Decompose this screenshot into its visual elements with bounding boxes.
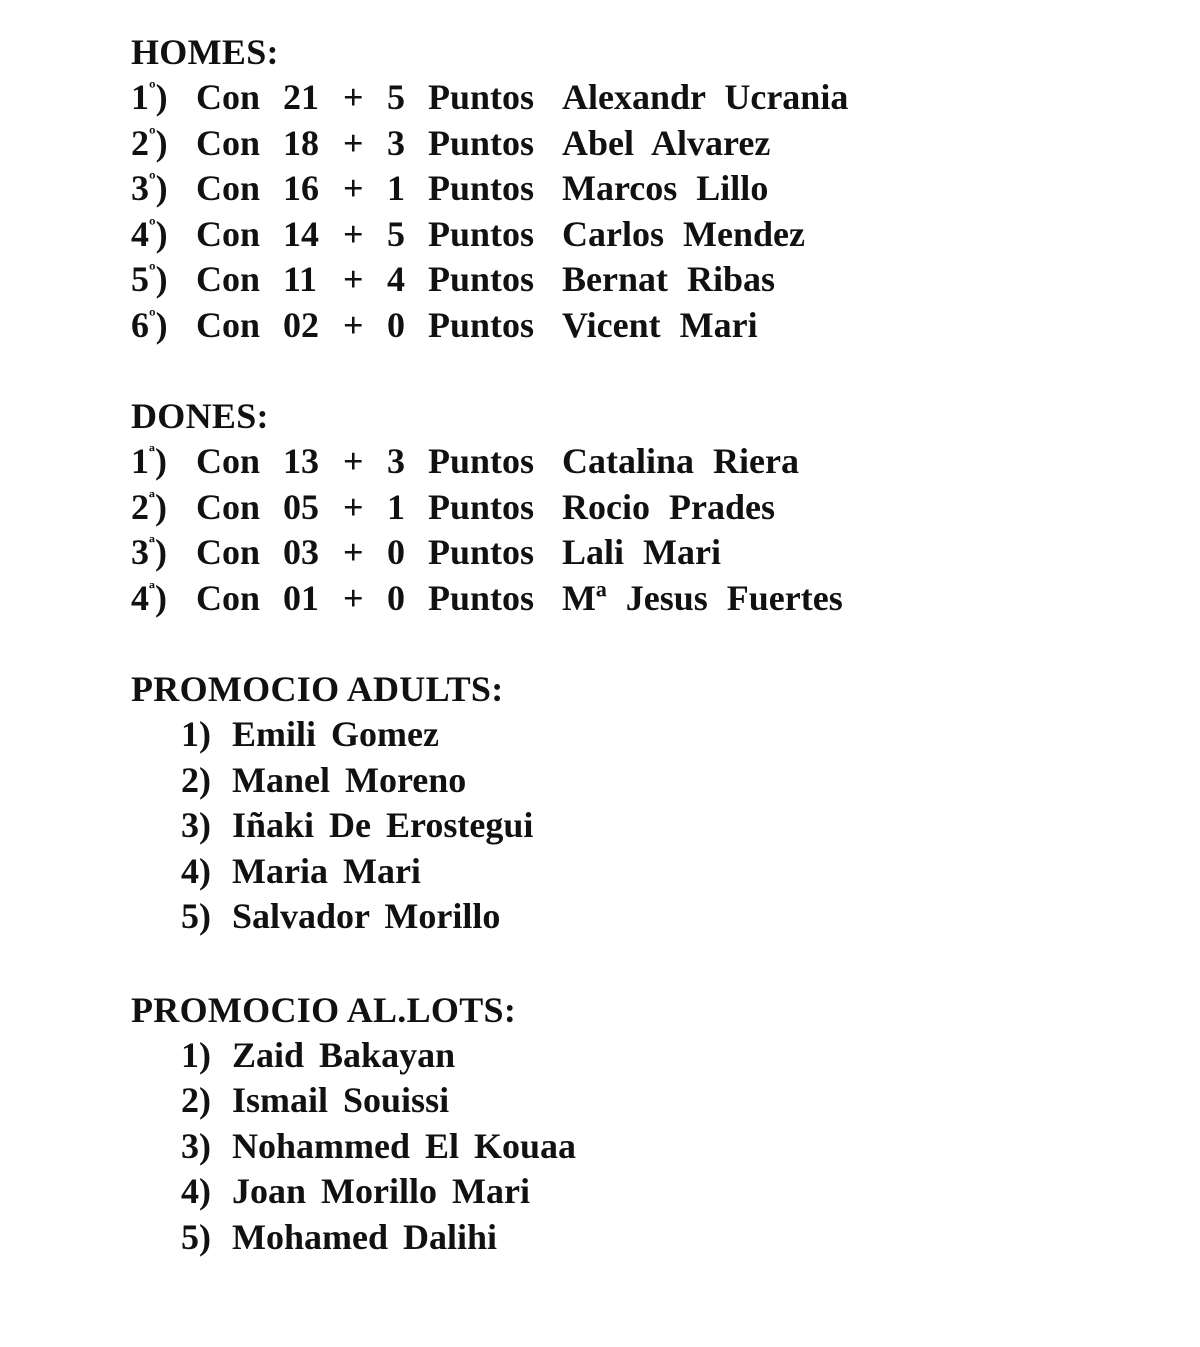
- item-number: 2): [181, 759, 211, 800]
- puntos-label: Puntos: [428, 213, 535, 254]
- results-document: [131, 30, 849, 1260]
- player-name: Salvador Morillo: [232, 896, 501, 936]
- rank-position: $4^º$): [131, 213, 168, 254]
- list-item: [131, 849, 516, 895]
- player-name: Alexandr Ucrania: [562, 77, 849, 117]
- rank-position: $4^ª$): [131, 577, 167, 618]
- player-name: Vicent Mari: [562, 304, 758, 345]
- bonus-value: 0: [387, 577, 405, 618]
- ranking-row: [131, 303, 758, 349]
- list-item: [131, 758, 516, 804]
- ranking-row: [131, 257, 776, 303]
- points-value: 16: [283, 168, 319, 208]
- rank-position: $3^ª$): [131, 532, 167, 572]
- bonus-value: 0: [387, 532, 405, 572]
- item-number: 3): [181, 1125, 211, 1166]
- points-value: 21: [283, 77, 319, 117]
- con-label: Con: [196, 122, 261, 163]
- points-value: 18: [283, 122, 319, 163]
- player-name: Nohammed El Kouaa: [232, 1125, 577, 1166]
- bonus-value: 3: [387, 122, 405, 163]
- ranking-row: [131, 439, 799, 485]
- bonus-value: 5: [387, 77, 405, 117]
- points-value: 13: [283, 441, 319, 481]
- section-title-dones: DONES:: [131, 396, 269, 436]
- player-name: Iñaki De Erostegui: [232, 805, 534, 845]
- player-name: Bernat Ribas: [562, 259, 776, 299]
- list-item: [131, 1169, 530, 1215]
- player-name: Maria Mari: [232, 850, 421, 891]
- puntos-label: Puntos: [428, 441, 535, 481]
- con-label: Con: [196, 577, 261, 618]
- rank-position: $6^º$): [131, 304, 168, 345]
- rank-position: $1^º$): [131, 77, 168, 117]
- points-value: 11: [283, 259, 318, 299]
- con-label: Con: [196, 259, 261, 299]
- list-item: [131, 1033, 516, 1079]
- con-label: Con: [196, 441, 261, 481]
- plus-sign: +: [343, 259, 364, 299]
- plus-sign: +: [343, 122, 364, 163]
- puntos-label: Puntos: [428, 77, 535, 117]
- puntos-label: Puntos: [428, 122, 535, 163]
- spacer: [131, 348, 516, 394]
- item-number: 2): [181, 1080, 211, 1120]
- player-name: Joan Morillo Mari: [232, 1171, 530, 1211]
- plus-sign: +: [343, 532, 364, 572]
- promocio-adults-list: [131, 712, 534, 940]
- puntos-label: Puntos: [428, 532, 535, 572]
- points-value: 01: [283, 577, 319, 618]
- ranking-row: [131, 530, 721, 576]
- points-value: 14: [283, 213, 319, 254]
- section-title-homes: HOMES:: [131, 32, 279, 72]
- item-number: 4): [181, 850, 211, 891]
- plus-sign: +: [343, 77, 364, 117]
- points-value: 05: [283, 486, 319, 527]
- section-title-promocio-allots: PROMOCIO AL.LOTS:: [131, 989, 517, 1030]
- bonus-value: 1: [387, 168, 405, 208]
- player-name: Mohamed Dalihi: [232, 1216, 498, 1257]
- player-name: Catalina Riera: [562, 441, 799, 481]
- player-name: Marcos Lillo: [562, 168, 769, 208]
- player-name: Emili Gomez: [232, 714, 439, 754]
- bonus-value: 3: [387, 441, 405, 481]
- item-number: 5): [181, 1216, 211, 1257]
- list-item: [131, 1215, 516, 1261]
- puntos-label: Puntos: [428, 304, 535, 345]
- list-item: [131, 1078, 516, 1124]
- ranking-row: [131, 485, 775, 531]
- item-number: 1): [181, 1034, 211, 1075]
- player-name: Abel Alvarez: [562, 122, 771, 163]
- list-item: [131, 894, 516, 940]
- promocio-allots-list: [131, 1033, 577, 1261]
- player-name: Manel Moreno: [232, 759, 467, 800]
- points-value: 02: [283, 304, 319, 345]
- con-label: Con: [196, 213, 261, 254]
- spacer: [131, 940, 516, 988]
- con-label: Con: [196, 77, 261, 117]
- player-name: Zaid Bakayan: [232, 1034, 456, 1075]
- rank-position: $2^ª$): [131, 486, 167, 527]
- item-number: 1): [181, 714, 211, 754]
- player-name: Ismail Souissi: [232, 1080, 450, 1120]
- plus-sign: +: [343, 486, 364, 527]
- rank-position: $1^ª$): [131, 441, 167, 481]
- points-value: 03: [283, 532, 319, 572]
- dones-ranking: [131, 439, 843, 621]
- con-label: Con: [196, 486, 261, 527]
- section-title-promocio-adults: PROMOCIO ADULTS:: [131, 669, 504, 709]
- list-item: [131, 803, 534, 849]
- plus-sign: +: [343, 441, 364, 481]
- player-name: Mª Jesus Fuertes: [562, 577, 843, 618]
- puntos-label: Puntos: [428, 259, 535, 299]
- list-item: [131, 1124, 577, 1170]
- ranking-row: [131, 75, 849, 121]
- puntos-label: Puntos: [428, 486, 535, 527]
- item-number: 4): [181, 1171, 211, 1211]
- rank-position: $3^º$): [131, 168, 168, 208]
- bonus-value: 0: [387, 304, 405, 345]
- item-number: 3): [181, 805, 211, 845]
- rank-position: $5^º$): [131, 259, 168, 299]
- spacer: [131, 621, 516, 667]
- bonus-value: 1: [387, 486, 405, 527]
- player-name: Lali Mari: [562, 532, 721, 572]
- ranking-row: [131, 166, 769, 212]
- homes-ranking: [131, 75, 849, 348]
- plus-sign: +: [343, 213, 364, 254]
- ranking-row: [131, 121, 771, 167]
- con-label: Con: [196, 168, 261, 208]
- list-item: [131, 712, 516, 758]
- plus-sign: +: [343, 304, 364, 345]
- puntos-label: Puntos: [428, 168, 535, 208]
- plus-sign: +: [343, 577, 364, 618]
- rank-position: $2^º$): [131, 122, 168, 163]
- player-name: Carlos Mendez: [562, 213, 805, 254]
- bonus-value: 4: [387, 259, 405, 299]
- puntos-label: Puntos: [428, 577, 535, 618]
- ranking-row: [131, 212, 805, 258]
- ranking-row: [131, 576, 843, 622]
- plus-sign: +: [343, 168, 364, 208]
- con-label: Con: [196, 304, 261, 345]
- player-name: Rocio Prades: [562, 486, 775, 527]
- con-label: Con: [196, 532, 261, 572]
- item-number: 5): [181, 896, 211, 936]
- bonus-value: 5: [387, 213, 405, 254]
